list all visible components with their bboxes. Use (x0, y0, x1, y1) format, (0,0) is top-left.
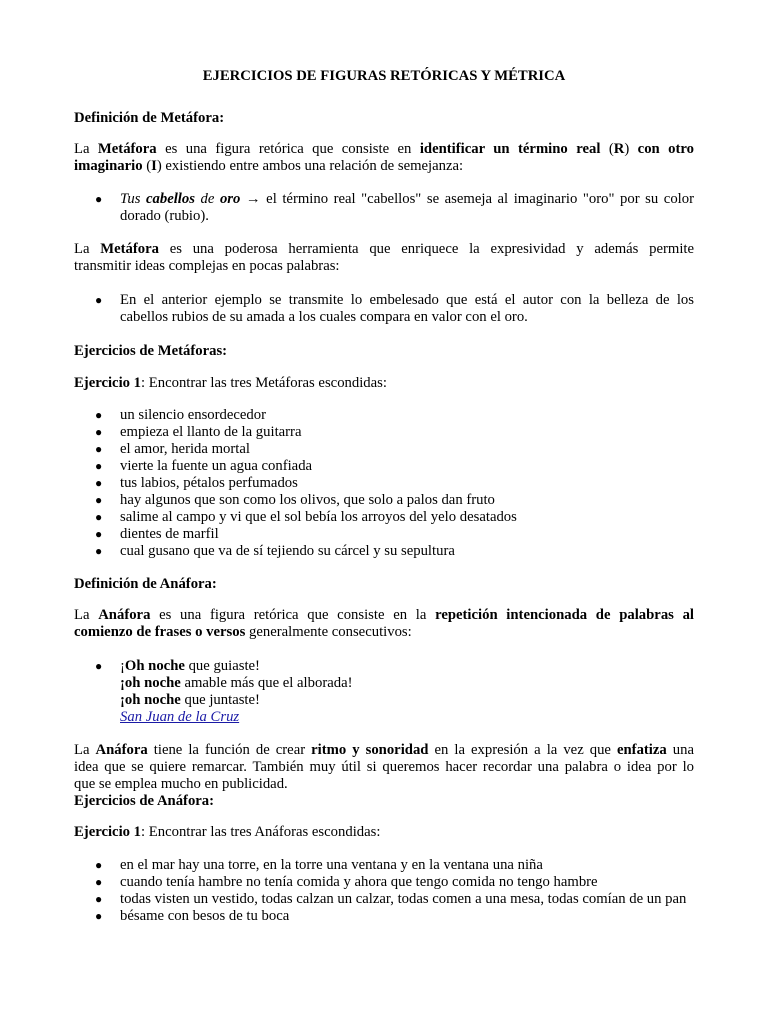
metafora-definition-line1: La Metáfora es una figura retórica que consiste en identificar un término real (R) con otro (74, 141, 694, 157)
list-item: ● cual gusano que va de sí tejiendo su cárcel y su sepultura (95, 543, 455, 559)
metafora-explanation-list (74, 292, 694, 326)
list-item-continuation: cabellos rubios de su amada a los cuales compara en valor con el oro. (120, 309, 528, 325)
heading-metafora-definition: Definición de Metáfora: (74, 110, 225, 126)
heading-metafora-exercises: Ejercicios de Metáforas: (74, 343, 228, 359)
list-item: ● bésame con besos de tu boca (95, 908, 290, 924)
bullet-icon: ● (95, 442, 103, 456)
bullet-icon: ● (95, 527, 103, 541)
anafora-paragraph2-line3: que se emplea mucho en publicidad. (74, 776, 288, 792)
poem-line: ● ¡Oh noche que guiaste! (95, 658, 260, 674)
bullet-icon: ● (95, 892, 103, 906)
metafora-exercise-instruction: Ejercicio 1: Encontrar las tres Metáforas escondidas: (74, 375, 387, 391)
poem-line: ¡oh noche que juntaste! (120, 692, 260, 708)
anafora-definition-line1: La Anáfora es una figura retórica que consiste en la repetición intencionada de palabras al (74, 607, 694, 623)
list-item: ● En el anterior ejemplo se transmite lo embelesado que está el autor con la belleza de los (95, 292, 694, 308)
anafora-definition-line2: comienzo de frases o versos generalmente consecutivos: (74, 624, 412, 640)
list-item: ● vierte la fuente un agua confiada (95, 458, 313, 474)
list-item: ● hay algunos que son como los olivos, que solo a palos dan fruto (95, 492, 495, 508)
list-item: ● el amor, herida mortal (95, 441, 250, 457)
bullet-icon: ● (95, 875, 103, 889)
list-item: ● cuando tenía hambre no tenía comida y ahora que tengo comida no tengo hambre (95, 874, 598, 890)
poem-line: ¡oh noche amable más que el alborada! (120, 675, 353, 691)
list-item: ● Tus cabellos de oro → el término real "cabellos" se asemeja al imaginario "oro" por su color (95, 191, 694, 207)
metafora-paragraph2-line2: transmitir ideas complejas en pocas palabras: (74, 258, 340, 274)
heading-anafora-exercises: Ejercicios de Anáfora: (74, 793, 215, 809)
list-item-continuation: dorado (rubio). (120, 208, 209, 224)
anafora-paragraph2-line1: La Anáfora tiene la función de crear ritmo y sonoridad en la expresión a la vez que enfatiza una (74, 742, 694, 758)
list-item: ● salime al campo y vi que el sol bebía los arroyos del yelo desatados (95, 509, 517, 525)
list-item: ● un silencio ensordecedor (95, 407, 267, 423)
anafora-poem-list (74, 658, 694, 726)
list-item: ● empieza el llanto de la guitarra (95, 424, 302, 440)
bullet-icon: ● (95, 544, 103, 558)
metafora-exercise-list (74, 407, 694, 560)
bullet-icon: ● (95, 493, 103, 507)
metafora-example-list (74, 191, 694, 225)
anafora-paragraph2-line2: idea que se quiere remarcar. También muy útil si queremos hacer recordar una palabra o idea por lo (74, 759, 694, 775)
bullet-icon: ● (95, 408, 103, 422)
metafora-paragraph2-line1: La Metáfora es una poderosa herramienta que enriquece la expresividad y además permite (74, 241, 694, 257)
anafora-exercise-list (74, 857, 694, 925)
bullet-icon: ● (95, 858, 103, 872)
bullet-icon: ● (95, 293, 103, 307)
bullet-icon: ● (95, 476, 103, 490)
bullet-icon: ● (95, 659, 103, 673)
poem-author (74, 709, 694, 726)
list-item: ● todas visten un vestido, todas calzan un calzar, todas comen a una mesa, todas comían de un pan (95, 891, 687, 907)
bullet-icon: ● (95, 425, 103, 439)
metafora-definition-line2: imaginario (I) existiendo entre ambos una relación de semejanza: (74, 158, 464, 174)
list-item: ● tus labios, pétalos perfumados (95, 475, 298, 491)
list-item: ● en el mar hay una torre, en la torre una ventana y en la ventana una niña (95, 857, 543, 873)
bullet-icon: ● (95, 510, 103, 524)
author-link[interactable]: San Juan de la Cruz (120, 709, 240, 725)
document-title: EJERCICIOS DE FIGURAS RETÓRICAS Y MÉTRICA (202, 68, 566, 84)
bullet-icon: ● (95, 459, 103, 473)
list-item: ● dientes de marfil (95, 526, 219, 542)
bullet-icon: ● (95, 909, 103, 923)
anafora-exercise-instruction: Ejercicio 1: Encontrar las tres Anáforas escondidas: (74, 824, 381, 840)
bullet-icon: ● (95, 192, 103, 206)
heading-anafora-definition: Definición de Anáfora: (74, 576, 217, 592)
